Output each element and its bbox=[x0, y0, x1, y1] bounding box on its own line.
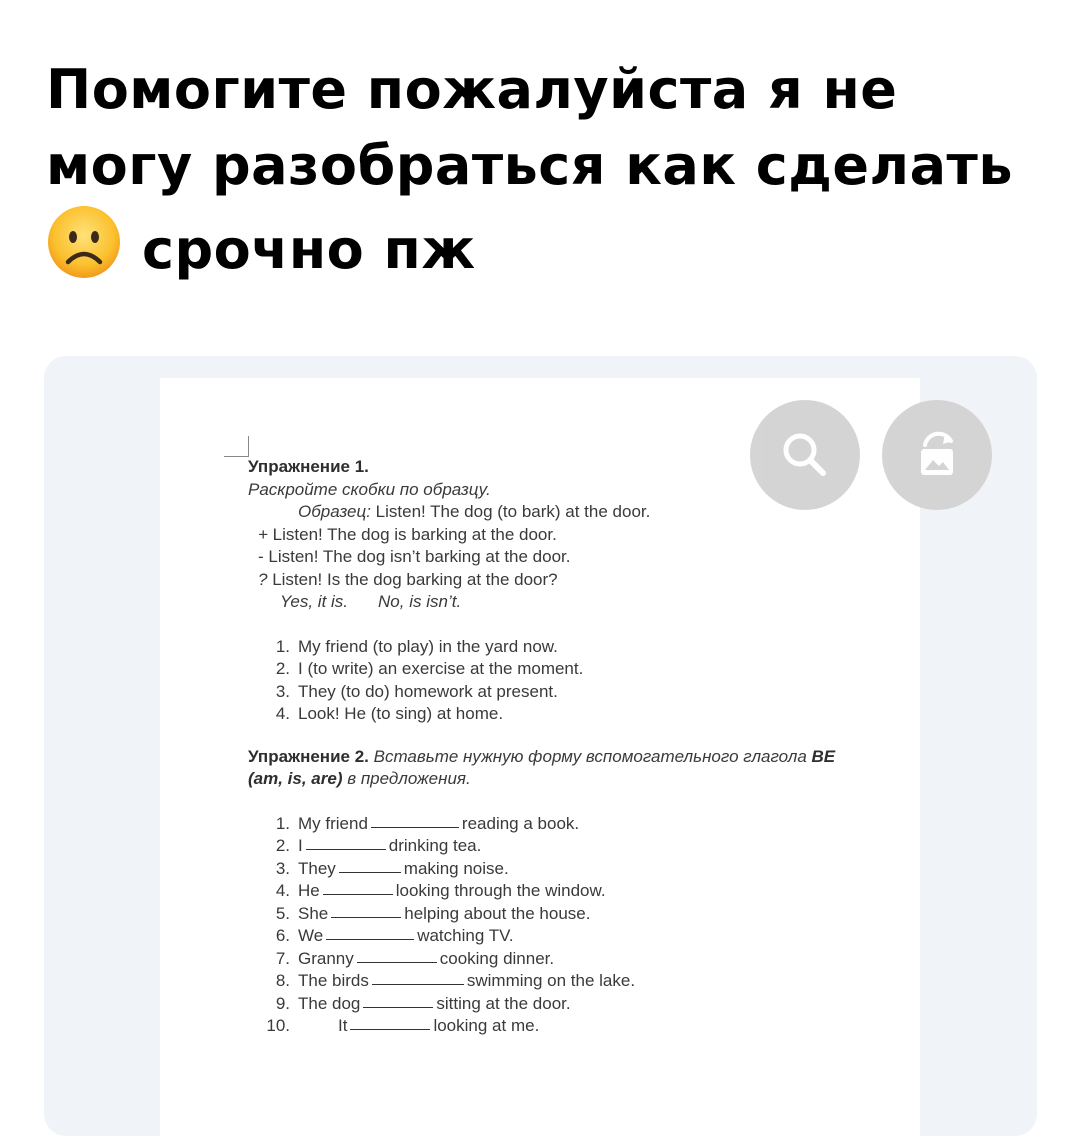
sample-label: Образец: bbox=[298, 502, 371, 521]
item-subject: We bbox=[298, 926, 324, 945]
question-line-1: Помогите пожалуйста я не bbox=[46, 58, 898, 121]
item-number: 9. bbox=[275, 993, 290, 1013]
ex2-be: BE bbox=[811, 746, 836, 766]
answer-no: No, is isn’t. bbox=[378, 592, 462, 611]
item-predicate: helping about the house. bbox=[404, 903, 591, 923]
item-subject: The birds bbox=[298, 971, 369, 990]
item-number: 5. bbox=[275, 903, 290, 923]
item-predicate: reading a book. bbox=[461, 813, 580, 833]
item-predicate: looking at me. bbox=[433, 1016, 540, 1035]
answer-blank bbox=[372, 970, 464, 985]
ex2-title: Упражнение 2. bbox=[248, 746, 369, 766]
answers-line bbox=[248, 591, 908, 614]
ex1-item bbox=[248, 703, 908, 726]
answer-blank bbox=[363, 993, 433, 1008]
rotate-image-button[interactable] bbox=[882, 400, 992, 510]
question-line bbox=[248, 569, 908, 592]
item-number: 2. bbox=[275, 659, 290, 678]
item-predicate: sitting at the door. bbox=[436, 993, 571, 1013]
item-number: 8. bbox=[275, 971, 290, 990]
ex1-instruction: Раскройте скобки по образцу. bbox=[248, 479, 491, 499]
item-subject: He bbox=[298, 881, 320, 900]
answer-blank bbox=[350, 1015, 430, 1030]
ex2-forms: (am, is, are) bbox=[248, 769, 343, 788]
question-line-3-text: срочно пж bbox=[142, 218, 476, 281]
item-number: 1. bbox=[275, 813, 290, 833]
question-sentence: Listen! Is the dog barking at the door? bbox=[267, 569, 558, 589]
item-subject: She bbox=[298, 903, 329, 923]
item-text: Look! He (to sing) at home. bbox=[298, 704, 504, 723]
item-predicate: watching TV. bbox=[417, 926, 514, 945]
ex1-title: Упражнение 1. bbox=[248, 457, 369, 476]
item-number: 2. bbox=[275, 836, 290, 855]
ex2-item bbox=[248, 993, 908, 1016]
question-line-2: могу разобраться как сделать bbox=[46, 134, 1013, 197]
plus-mark: + bbox=[258, 524, 268, 544]
item-subject: Granny bbox=[298, 948, 354, 968]
magnifier-icon bbox=[778, 428, 832, 482]
ex2-item bbox=[248, 925, 908, 948]
ex1-list bbox=[248, 636, 908, 726]
item-number: 3. bbox=[275, 681, 290, 701]
item-predicate: looking through the window. bbox=[395, 881, 606, 900]
item-text: They (to do) homework at present. bbox=[298, 681, 558, 701]
answer-blank bbox=[339, 858, 401, 873]
answer-yes: Yes, it is. bbox=[280, 592, 349, 611]
ex2-item bbox=[248, 880, 908, 903]
zoom-button[interactable] bbox=[750, 400, 860, 510]
item-predicate: making noise. bbox=[403, 858, 509, 878]
answer-blank bbox=[326, 925, 414, 940]
answer-blank bbox=[306, 835, 386, 850]
sample-text: Listen! The dog (to bark) at the door. bbox=[370, 502, 651, 521]
ex2-list bbox=[248, 813, 908, 1038]
ex2-item bbox=[248, 813, 908, 836]
rotate-image-icon bbox=[907, 425, 967, 485]
worksheet-document bbox=[248, 456, 908, 1038]
ex2-item bbox=[248, 970, 908, 993]
ex1-item bbox=[248, 658, 908, 681]
item-number: 4. bbox=[275, 704, 290, 723]
item-predicate: swimming on the lake. bbox=[466, 971, 636, 990]
ex2-instruction-b: в предложения. bbox=[342, 769, 471, 788]
item-number: 6. bbox=[275, 926, 290, 945]
answer-blank bbox=[323, 880, 393, 895]
answer-blank bbox=[331, 903, 401, 918]
ex2-item bbox=[248, 858, 908, 881]
frowning-face-icon bbox=[46, 204, 122, 280]
plus-line bbox=[248, 524, 908, 547]
answer-blank bbox=[371, 813, 459, 828]
item-subject: It bbox=[338, 1016, 348, 1035]
ex2-item bbox=[248, 903, 908, 926]
item-predicate: drinking tea. bbox=[388, 836, 482, 855]
ex2-heading-2 bbox=[248, 768, 908, 791]
item-subject: My friend bbox=[298, 813, 368, 833]
minus-line: - Listen! The dog isn’t barking at the door. bbox=[258, 547, 571, 566]
item-number: 1. bbox=[275, 636, 290, 656]
item-number: 7. bbox=[275, 948, 290, 968]
item-number: 10. bbox=[266, 1016, 290, 1035]
question-line-3 bbox=[46, 204, 1036, 288]
item-subject: They bbox=[298, 858, 336, 878]
ex2-instruction-a: Вставьте нужную форму вспомогательного глагола bbox=[368, 746, 812, 766]
item-number: 3. bbox=[275, 858, 290, 878]
ex1-item bbox=[248, 636, 908, 659]
ex2-item bbox=[248, 1015, 908, 1038]
answer-blank bbox=[357, 948, 437, 963]
item-number: 4. bbox=[275, 881, 290, 900]
crop-mark bbox=[224, 436, 249, 457]
attachment-viewer[interactable] bbox=[44, 356, 1037, 1136]
ex2-item bbox=[248, 948, 908, 971]
ex2-heading bbox=[248, 746, 908, 769]
ex1-item bbox=[248, 681, 908, 704]
item-predicate: cooking dinner. bbox=[439, 948, 555, 968]
question-mark: ? bbox=[258, 569, 268, 589]
ex2-item bbox=[248, 835, 908, 858]
question-text bbox=[46, 52, 1036, 288]
item-text: My friend (to play) in the yard now. bbox=[298, 636, 558, 656]
item-subject: I bbox=[298, 836, 303, 855]
item-text: I (to write) an exercise at the moment. bbox=[298, 659, 584, 678]
plus-text: Listen! The dog is barking at the door. bbox=[267, 524, 557, 544]
item-subject: The dog bbox=[298, 993, 361, 1013]
